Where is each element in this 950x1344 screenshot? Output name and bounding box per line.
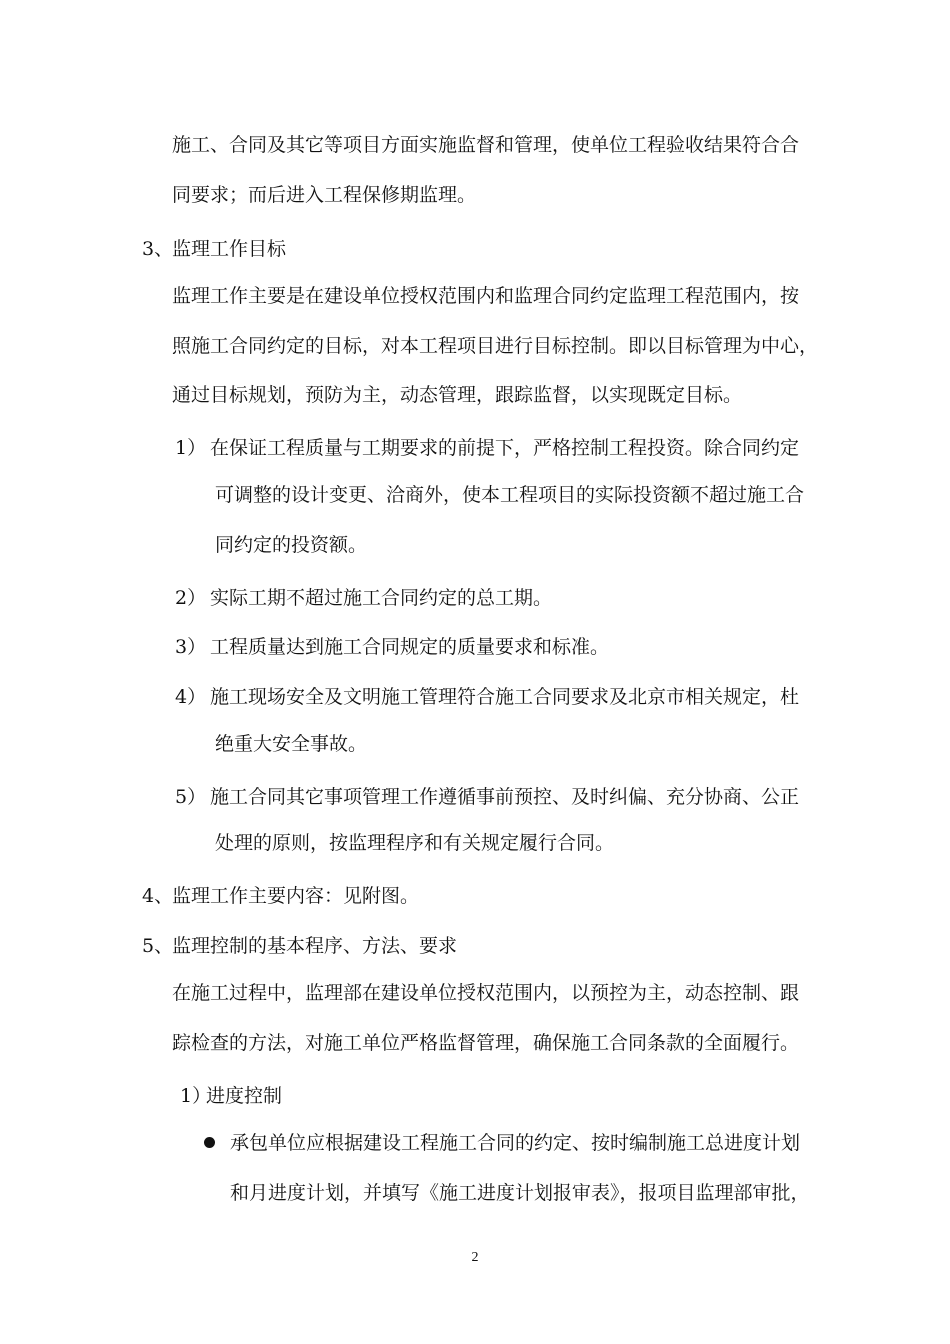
body-text-line: 同要求；而后进入工程保修期监理。	[172, 184, 477, 206]
page-number: 2	[471, 1250, 479, 1265]
list-item-number: 5）	[175, 786, 207, 808]
body-text-line: 照施工合同约定的目标，对本工程项目进行目标控制。即以目标管理为中心，	[172, 335, 819, 357]
body-text-line: 通过目标规划，预防为主，动态管理，跟踪监督，以实现既定目标。	[172, 384, 743, 406]
section-4-heading: 监理工作主要内容：见附图。	[172, 885, 420, 907]
list-item-number: 4）	[175, 686, 207, 708]
bullet-item-text: 和月进度计划，并填写《施工进度计划报审表》，报项目监理部审批，	[230, 1182, 810, 1204]
list-item-text: 在保证工程质量与工期要求的前提下，严格控制工程投资。除合同约定	[210, 437, 800, 459]
list-item-number: 2）	[175, 587, 207, 609]
body-text-line: 在施工过程中，监理部在建设单位授权范围内，以预控为主，动态控制、跟	[172, 982, 800, 1004]
list-item-text: 实际工期不超过施工合同约定的总工期。	[210, 587, 553, 609]
list-item-text: 处理的原则，按监理程序和有关规定履行合同。	[215, 832, 615, 854]
list-item-text: 施工现场安全及文明施工管理符合施工合同要求及北京市相关规定，杜	[210, 686, 800, 708]
section-5-heading: 监理控制的基本程序、方法、要求	[172, 935, 458, 957]
list-item-text: 工程质量达到施工合同规定的质量要求和标准。	[210, 636, 610, 658]
list-item-text: 绝重大安全事故。	[215, 733, 368, 755]
list-item-text: 施工合同其它事项管理工作遵循事前预控、及时纠偏、充分协商、公正	[210, 786, 800, 808]
body-text-line: 踪检查的方法，对施工单位严格监督管理，确保施工合同条款的全面履行。	[172, 1032, 800, 1054]
bullet-icon	[204, 1137, 215, 1148]
section-5-number: 5、	[142, 935, 174, 957]
list-item-number: 3）	[175, 636, 207, 658]
list-item-text: 可调整的设计变更、洽商外，使本工程项目的实际投资额不超过施工合	[215, 484, 805, 506]
bullet-item-text: 承包单位应根据建设工程施工合同的约定、按时编制施工总进度计划	[230, 1132, 801, 1154]
section-3-heading: 监理工作目标	[172, 238, 287, 260]
subsection-number: 1）	[180, 1085, 212, 1107]
section-3-number: 3、	[142, 238, 174, 260]
subsection-heading: 进度控制	[206, 1085, 283, 1107]
list-item-text: 同约定的投资额。	[215, 534, 368, 556]
list-item-number: 1）	[175, 437, 207, 459]
body-text-line: 施工、合同及其它等项目方面实施监督和管理，使单位工程验收结果符合合	[172, 134, 800, 156]
body-text-line: 监理工作主要是在建设单位授权范围内和监理合同约定监理工程范围内，按	[172, 285, 800, 307]
section-4-number: 4、	[142, 885, 174, 907]
